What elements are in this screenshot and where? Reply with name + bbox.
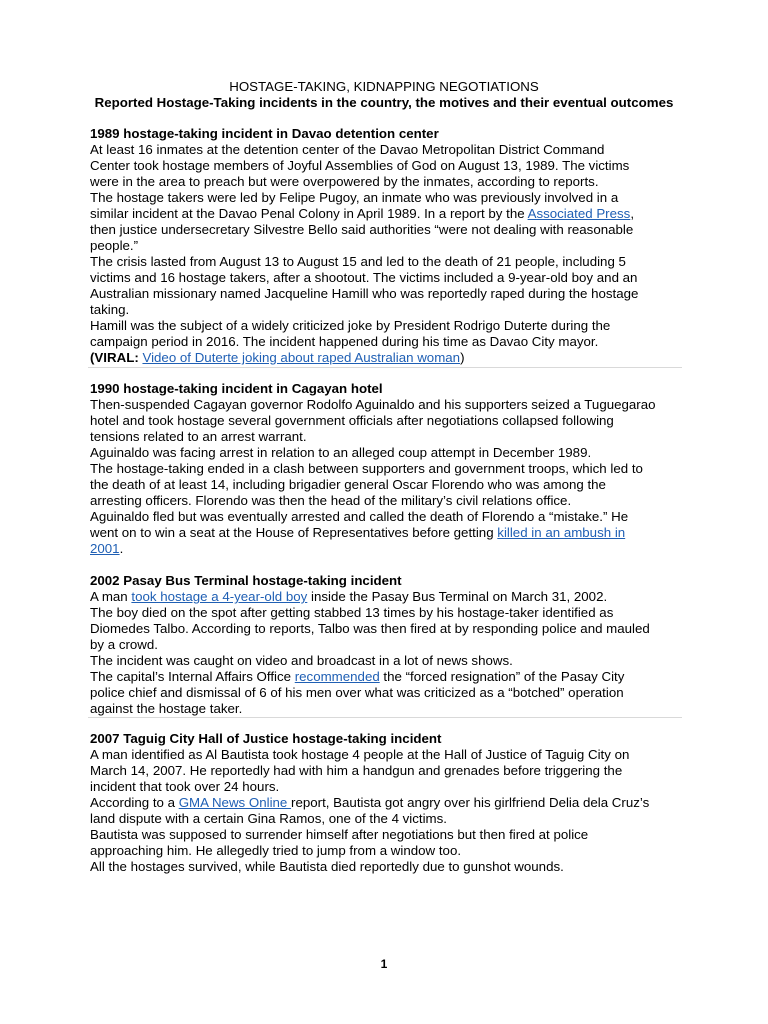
- paragraph-line: tensions related to an arrest warrant.: [90, 429, 307, 444]
- paragraph-line: campaign period in 2016. The incident happened during his time as Davao City mayor.: [90, 334, 599, 349]
- paragraph-line: The boy died on the spot after getting stabbed 13 times by his hostage-taker identified as: [90, 605, 614, 620]
- document-title: HOSTAGE-TAKING, KIDNAPPING NEGOTIATIONS: [229, 79, 539, 94]
- paragraph-line: The crisis lasted from August 13 to August 15 and led to the death of 21 people, including 5: [90, 254, 626, 269]
- link-took-hostage-boy[interactable]: took hostage a 4-year-old boy: [131, 589, 308, 604]
- paragraph-line: against the hostage taker.: [90, 701, 243, 716]
- text-span: .: [119, 541, 124, 556]
- paragraph-line: victims and 16 hostage takers, after a shootout. The victims included a 9-year-old boy and an: [90, 270, 638, 285]
- link-duterte-video[interactable]: Video of Duterte joking about raped Australian woman: [142, 350, 461, 365]
- paragraph-line: Aguinaldo was facing arrest in relation to an alleged coup attempt in December 1989.: [90, 445, 592, 460]
- text-span: similar incident at the Davao Penal Colony in April 1989. In a report by the: [90, 206, 528, 221]
- link-killed-in-ambush-cont[interactable]: 2001: [90, 541, 120, 556]
- paragraph-line: by a crowd.: [90, 637, 158, 652]
- text-span: ,: [630, 206, 635, 221]
- paragraph-line: [90, 541, 682, 557]
- text-span: went on to win a seat at the House of Representatives before getting: [90, 525, 498, 540]
- paragraph-line: approaching him. He allegedly tried to jump from a window too.: [90, 843, 462, 858]
- paragraph-line: taking.: [90, 302, 130, 317]
- section-heading-1990: 1990 hostage-taking incident in Cagayan hotel: [90, 381, 383, 396]
- section-heading-2002: 2002 Pasay Bus Terminal hostage-taking incident: [90, 573, 402, 588]
- paragraph-line: hotel and took hostage several government officials after negotiations collapsed following: [90, 413, 614, 428]
- paragraph-line: people.”: [90, 238, 139, 253]
- paragraph-line: Australian missionary named Jacqueline Hamill who was reportedly raped during the hostage: [90, 286, 639, 301]
- text-span: A man: [90, 589, 132, 604]
- link-recommended[interactable]: recommended: [294, 669, 380, 684]
- paragraph-line: police chief and dismissal of 6 of his men over what was criticized as a “botched” operation: [90, 685, 624, 700]
- text-span: ): [460, 350, 465, 365]
- paragraph-line: Hamill was the subject of a widely criticized joke by President Rodrigo Duterte during the: [90, 318, 611, 333]
- text-span: (VIRAL:: [90, 350, 143, 365]
- text-span: The capital’s Internal Affairs Office: [90, 669, 295, 684]
- paragraph-line: At least 16 inmates at the detention center of the Davao Metropolitan District Command: [90, 142, 605, 157]
- text-span: inside the Pasay Bus Terminal on March 31, 2002.: [307, 589, 608, 604]
- paragraph-line: land dispute with a certain Gina Ramos, one of the 4 victims.: [90, 811, 447, 826]
- text-span: According to a: [90, 795, 179, 810]
- link-associated-press[interactable]: Associated Press: [527, 206, 631, 221]
- paragraph-line: [90, 589, 682, 605]
- paragraph-line: Diomedes Talbo. According to reports, Talbo was then fired at by responding police and mauled: [90, 621, 650, 636]
- paragraph-line: Aguinaldo fled but was eventually arrested and called the death of Florendo a “mistake.” He: [90, 509, 629, 524]
- paragraph-line: were in the area to preach but were overpowered by the inmates, according to reports.: [90, 174, 599, 189]
- paragraph-line: [90, 669, 682, 685]
- paragraph-line: then justice undersecretary Silvestre Bello said authorities “were not dealing with reasonable: [90, 222, 634, 237]
- paragraph-line: The hostage takers were led by Felipe Pugoy, an inmate who was previously involved in a: [90, 190, 619, 205]
- paragraph-line: incident that took over 24 hours.: [90, 779, 280, 794]
- paragraph-line: March 14, 2007. He reportedly had with him a handgun and grenades before triggering the: [90, 763, 623, 778]
- paragraph-line: [90, 350, 682, 366]
- document-subtitle: Reported Hostage-Taking incidents in the country, the motives and their eventual outcomes: [94, 95, 674, 110]
- paragraph-line: arresting officers. Florendo was then the head of the military’s civil relations office.: [90, 493, 572, 508]
- paragraph-line: [90, 795, 682, 811]
- paragraph-line: All the hostages survived, while Bautista died reportedly due to gunshot wounds.: [90, 859, 564, 874]
- paragraph-line: the death of at least 14, including brigadier general Oscar Florendo who was among the: [90, 477, 606, 492]
- paragraph-line: Then-suspended Cagayan governor Rodolfo Aguinaldo and his supporters seized a Tuguegarao: [90, 397, 656, 412]
- paragraph-line: The hostage-taking ended in a clash between supporters and government troops, which led to: [90, 461, 643, 476]
- paragraph-line: Bautista was supposed to surrender himself after negotiations but then fired at police: [90, 827, 589, 842]
- paragraph-line: [90, 206, 682, 222]
- text-span: the “forced resignation” of the Pasay City: [379, 669, 625, 684]
- link-killed-in-ambush[interactable]: killed in an ambush in: [497, 525, 626, 540]
- paragraph-line: [90, 525, 682, 541]
- link-gma-news-online[interactable]: GMA News Online: [178, 795, 292, 810]
- section-heading-1989: 1989 hostage-taking incident in Davao detention center: [90, 126, 439, 141]
- section-divider: [88, 717, 682, 718]
- paragraph-line: The incident was caught on video and broadcast in a lot of news shows.: [90, 653, 513, 668]
- section-heading-2007: 2007 Taguig City Hall of Justice hostage-taking incident: [90, 731, 442, 746]
- paragraph-line: Center took hostage members of Joyful Assemblies of God on August 13, 1989. The victims: [90, 158, 630, 173]
- page-number: 1: [380, 957, 388, 971]
- text-span: report, Bautista got angry over his girlfriend Delia dela Cruz’s: [291, 795, 650, 810]
- section-divider: [88, 367, 682, 368]
- paragraph-line: A man identified as Al Bautista took hostage 4 people at the Hall of Justice of Taguig City on: [90, 747, 630, 762]
